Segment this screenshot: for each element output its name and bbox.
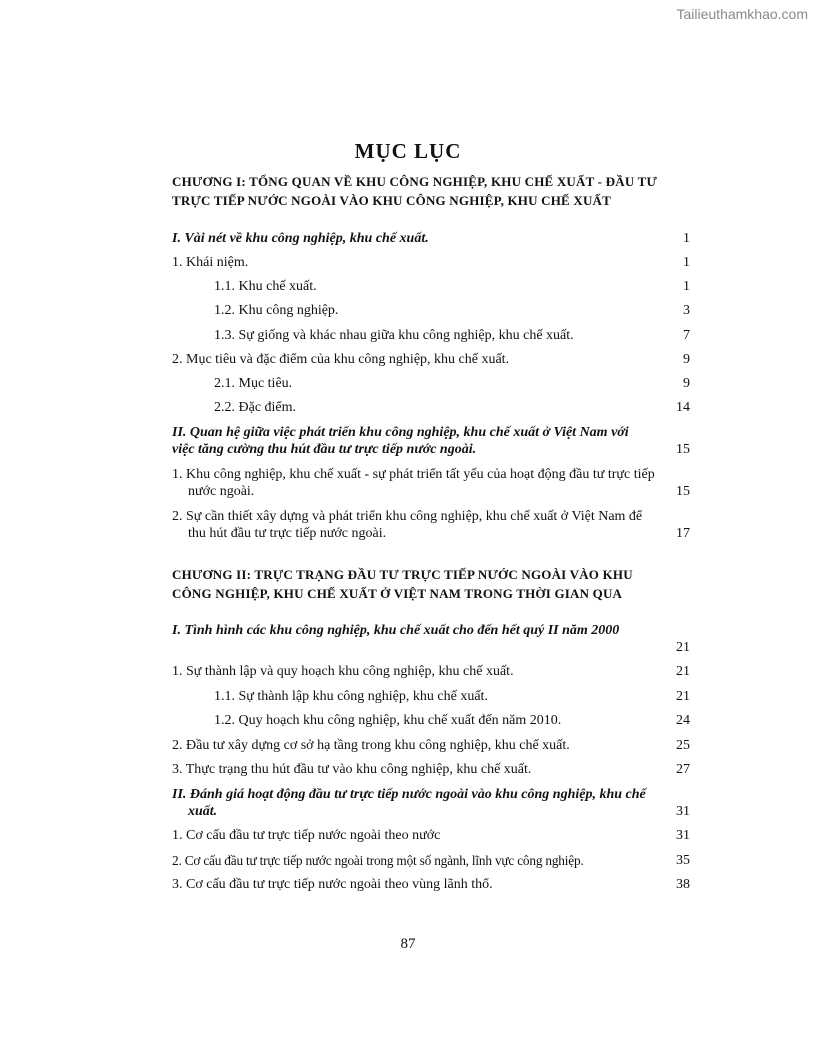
toc-entry-page: 21 (676, 640, 690, 655)
toc-entry-page: 15 (676, 442, 690, 457)
toc-entry-text: 1.3. Sự giống và khác nhau giữa khu công nghiệp, khu chế xuất. (214, 328, 574, 343)
toc-entry-page: 9 (683, 352, 690, 367)
toc-entry-text: II. Quan hệ giữa việc phát triển khu công nghiệp, khu chế xuất ở Việt Nam với việc tăng cường thu hút đầu tư trực tiếp nước ngoài. (172, 425, 629, 457)
toc-entry-page: 15 (676, 484, 690, 499)
toc-title: MỤC LỤC (354, 139, 462, 163)
toc-entry-page: 21 (676, 689, 690, 704)
toc-entry-text: 1.2. Quy hoạch khu công nghiệp, khu chế xuất đến năm 2010. (214, 713, 562, 728)
page-number: 87 (400, 936, 416, 952)
toc-entry-page: 31 (676, 804, 690, 819)
toc-entry-text: 3. Thực trạng thu hút đầu tư vào khu công nghiệp, khu chế xuất. (172, 762, 532, 777)
toc-entry-page: 1 (683, 279, 690, 294)
chapter-1-heading: CHƯƠNG I: TỔNG QUAN VỀ KHU CÔNG NGHIỆP, KHU CHẾ XUẤT - ĐẦU TƯ TRỰC TIẾP NƯỚC NGOÀI VÀO KHU CÔNG NGHIỆP, KHU CHẾ XUẤT (172, 174, 658, 208)
toc-entry-text: 1.1. Sự thành lập khu công nghiệp, khu chế xuất. (214, 689, 488, 704)
watermark: Tailieuthamkhao.com (676, 6, 808, 22)
chapter-2-heading: CHƯƠNG II: TRỰC TRẠNG ĐẦU TƯ TRỰC TIẾP NƯỚC NGOÀI VÀO KHU CÔNG NGHIỆP, KHU CHẾ XUẤT Ở VIỆT NAM TRONG THỜI GIAN QUA (172, 567, 633, 601)
toc-entry-text: 1. Cơ cấu đầu tư trực tiếp nước ngoài theo nước (172, 828, 441, 843)
toc-entry-page: 27 (676, 762, 690, 777)
toc-entry-page: 38 (676, 877, 690, 892)
toc-entry-page: 9 (683, 376, 690, 391)
toc-entry-text: 2.2. Đặc điểm. (214, 400, 297, 415)
toc-entry-text: 1.2. Khu công nghiệp. (214, 303, 339, 318)
toc-entry-text: 1. Khái niệm. (172, 255, 249, 270)
toc-entry-text: 2. Cơ cấu đầu tư trực tiếp nước ngoài trong một số ngành, lĩnh vực công nghiệp. (172, 853, 584, 868)
toc-entry-page: 21 (676, 664, 690, 679)
toc-entry-page: 3 (683, 303, 690, 318)
toc-entry-page: 1 (683, 231, 690, 246)
toc-entry-page: 24 (676, 713, 690, 728)
toc-entry-text: I. Tình hình các khu công nghiệp, khu chế xuất cho đến hết quý II năm 2000 (172, 623, 620, 638)
toc-entry-text: 2. Mục tiêu và đặc điểm của khu công nghiệp, khu chế xuất. (172, 352, 510, 367)
toc-entry-text: II. Đánh giá hoạt động đầu tư trực tiếp nước ngoài vào khu công nghiệp, khu chế xuất. (172, 787, 646, 819)
toc-entry-text: I. Vài nét về khu công nghiệp, khu chế xuất. (172, 231, 429, 246)
toc-entry-text: 1. Khu công nghiệp, khu chế xuất - sự phát triển tất yếu của hoạt động đầu tư trực tiếp nước ngoài. (172, 467, 655, 499)
toc-entry-text: 2.1. Mục tiêu. (214, 376, 293, 391)
toc-entry-text: 2. Sự cần thiết xây dựng và phát triển khu công nghiệp, khu chế xuất ở Việt Nam để thu hút đầu tư trực tiếp nước ngoài. (172, 509, 643, 541)
toc-entry-text: 3. Cơ cấu đầu tư trực tiếp nước ngoài theo vùng lãnh thổ. (172, 877, 493, 892)
toc-entry-text: 2. Đầu tư xây dựng cơ sở hạ tầng trong khu công nghiệp, khu chế xuất. (172, 738, 570, 753)
toc-entry-text: 1.1. Khu chế xuất. (214, 279, 317, 294)
toc-entry-text: 1. Sự thành lập và quy hoạch khu công nghiệp, khu chế xuất. (172, 664, 514, 679)
toc-entry-page: 1 (683, 255, 690, 270)
toc-entry-page: 17 (676, 526, 690, 541)
toc-entry-page: 31 (676, 828, 690, 843)
toc-entry-page: 7 (683, 328, 690, 343)
toc-entry-page: 35 (676, 853, 690, 868)
toc-entry-page: 14 (676, 400, 690, 415)
toc-entry-page: 25 (676, 738, 690, 753)
